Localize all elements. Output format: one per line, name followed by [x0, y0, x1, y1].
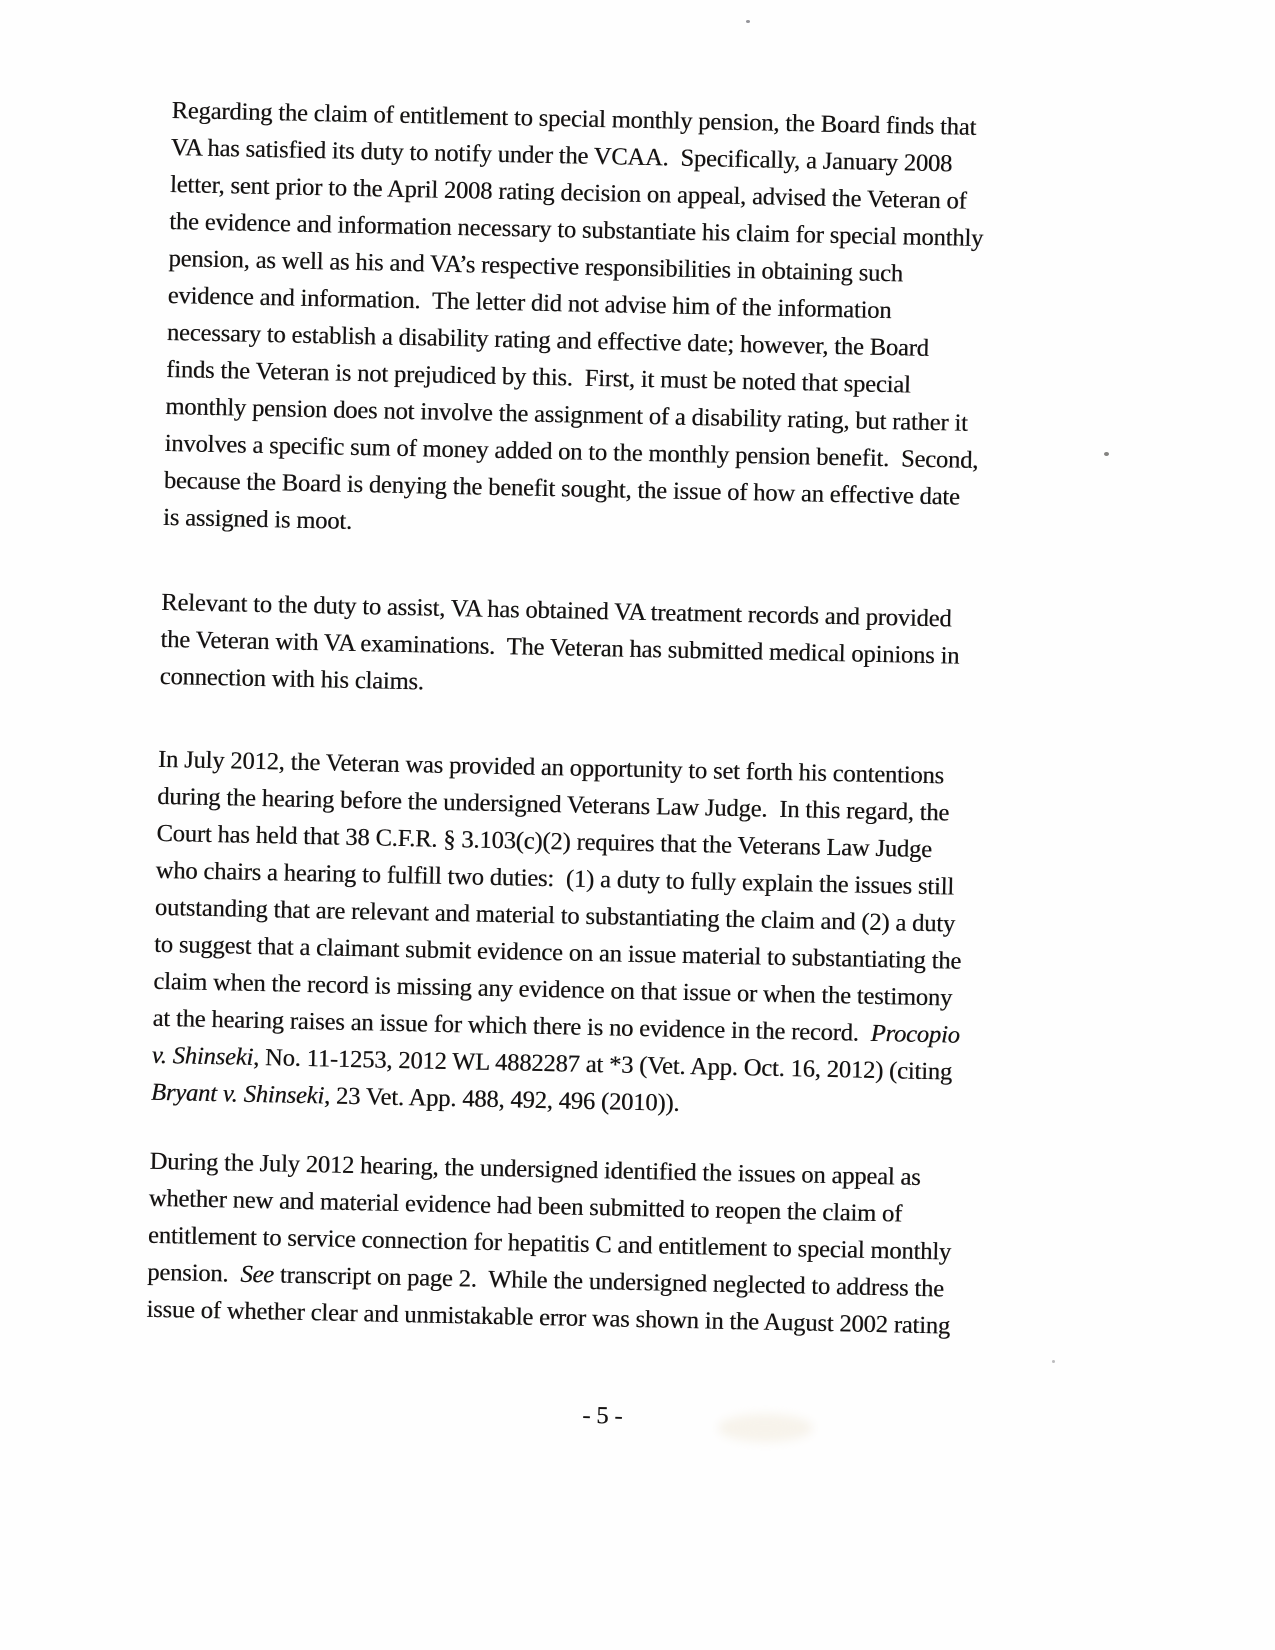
paragraph — [151, 741, 1124, 1131]
text-segment: During the July 2012 hearing, the undersigned identified the issues on appeal as — [149, 1147, 921, 1191]
scan-speck — [746, 20, 750, 23]
text-segment: transcript on page 2. While the undersigned neglected to address the — [273, 1261, 945, 1303]
text-segment: who chairs a hearing to fulfill two duties: (1) a duty to fully explain the issues still — [155, 856, 955, 901]
text-segment: pension, as well as his and VA’s respective responsibilities in obtaining such — [168, 244, 904, 288]
text-segment: necessary to establish a disability rating and effective date; however, the Board — [166, 318, 930, 362]
text-segment: , 23 Vet. App. 488, 492, 496 (2010)). — [323, 1082, 680, 1117]
text-segment: letter, sent prior to the April 2008 rating decision on appeal, advised the Veteran of — [169, 170, 967, 215]
text-segment: involves a specific sum of money added on to the monthly pension benefit. Second, — [164, 429, 979, 474]
paragraph — [146, 1143, 1115, 1348]
text-segment: finds the Veteran is not prejudiced by this. First, it must be noted that special — [165, 355, 911, 399]
text-segment: to suggest that a claimant submit evidence on an issue material to substantiating the — [153, 930, 962, 975]
case-citation: See — [240, 1260, 275, 1289]
text-segment: monthly pension does not involve the assignment of a disability rating, but rather it — [165, 392, 968, 437]
text-segment: during the hearing before the undersigned Veterans Law Judge. In this regard, the — [156, 782, 950, 827]
text-segment: because the Board is denying the benefit sought, the issue of how an effective date — [163, 466, 961, 511]
text-segment: evidence and information. The letter did not advise him of the information — [167, 281, 892, 325]
text-segment: pension. — [146, 1258, 241, 1288]
text-segment: claim when the record is missing any evidence on that issue or when the testimony — [153, 967, 953, 1012]
page-number: - 5 - — [582, 1401, 623, 1430]
paragraph — [163, 92, 1137, 556]
text-segment: VA has satisfied its duty to notify under the VCAA. Specifically, a January 2008 — [170, 133, 953, 178]
text-segment: entitlement to service connection for hepatitis C and entitlement to special monthly — [147, 1221, 952, 1266]
text-segment: issue of whether clear and unmistakable error was shown in the August 2002 rating — [146, 1295, 951, 1340]
text-segment: , No. 11-1253, 2012 WL 4882287 at *3 (Vet. App. Oct. 16, 2012) (citing — [252, 1043, 953, 1086]
text-segment: In July 2012, the Veteran was provided an opportunity to set forth his contentions — [157, 745, 945, 790]
text-segment: connection with his claims. — [159, 662, 425, 696]
text-segment: whether new and material evidence had been submitted to reopen the claim of — [148, 1184, 903, 1228]
text-segment: the Veteran with VA examinations. The Veteran has submitted medical opinions in — [160, 625, 960, 670]
document-text-block — [144, 92, 1137, 1445]
text-segment: is assigned is moot. — [162, 503, 353, 535]
text-segment: the evidence and information necessary to substantiate his claim for special monthly — [169, 207, 984, 253]
text-segment: Relevant to the duty to assist, VA has obtained VA treatment records and provided — [161, 588, 952, 633]
case-citation: Procopio — [870, 1019, 961, 1049]
case-citation: v. Shinseki — [151, 1041, 254, 1071]
text-segment: Court has held that 38 C.F.R. § 3.103(c)(2) requires that the Veterans Law Judge — [156, 819, 933, 864]
case-citation: Bryant v. Shinseki — [150, 1078, 325, 1110]
paragraph — [159, 584, 1126, 715]
text-segment: outstanding that are relevant and material to substantiating the claim and (2) a duty — [154, 893, 956, 938]
text-segment: Regarding the claim of entitlement to special monthly pension, the Board finds that — [171, 96, 977, 141]
text-segment: at the hearing raises an issue for which there is no evidence in the record. — [152, 1004, 871, 1047]
